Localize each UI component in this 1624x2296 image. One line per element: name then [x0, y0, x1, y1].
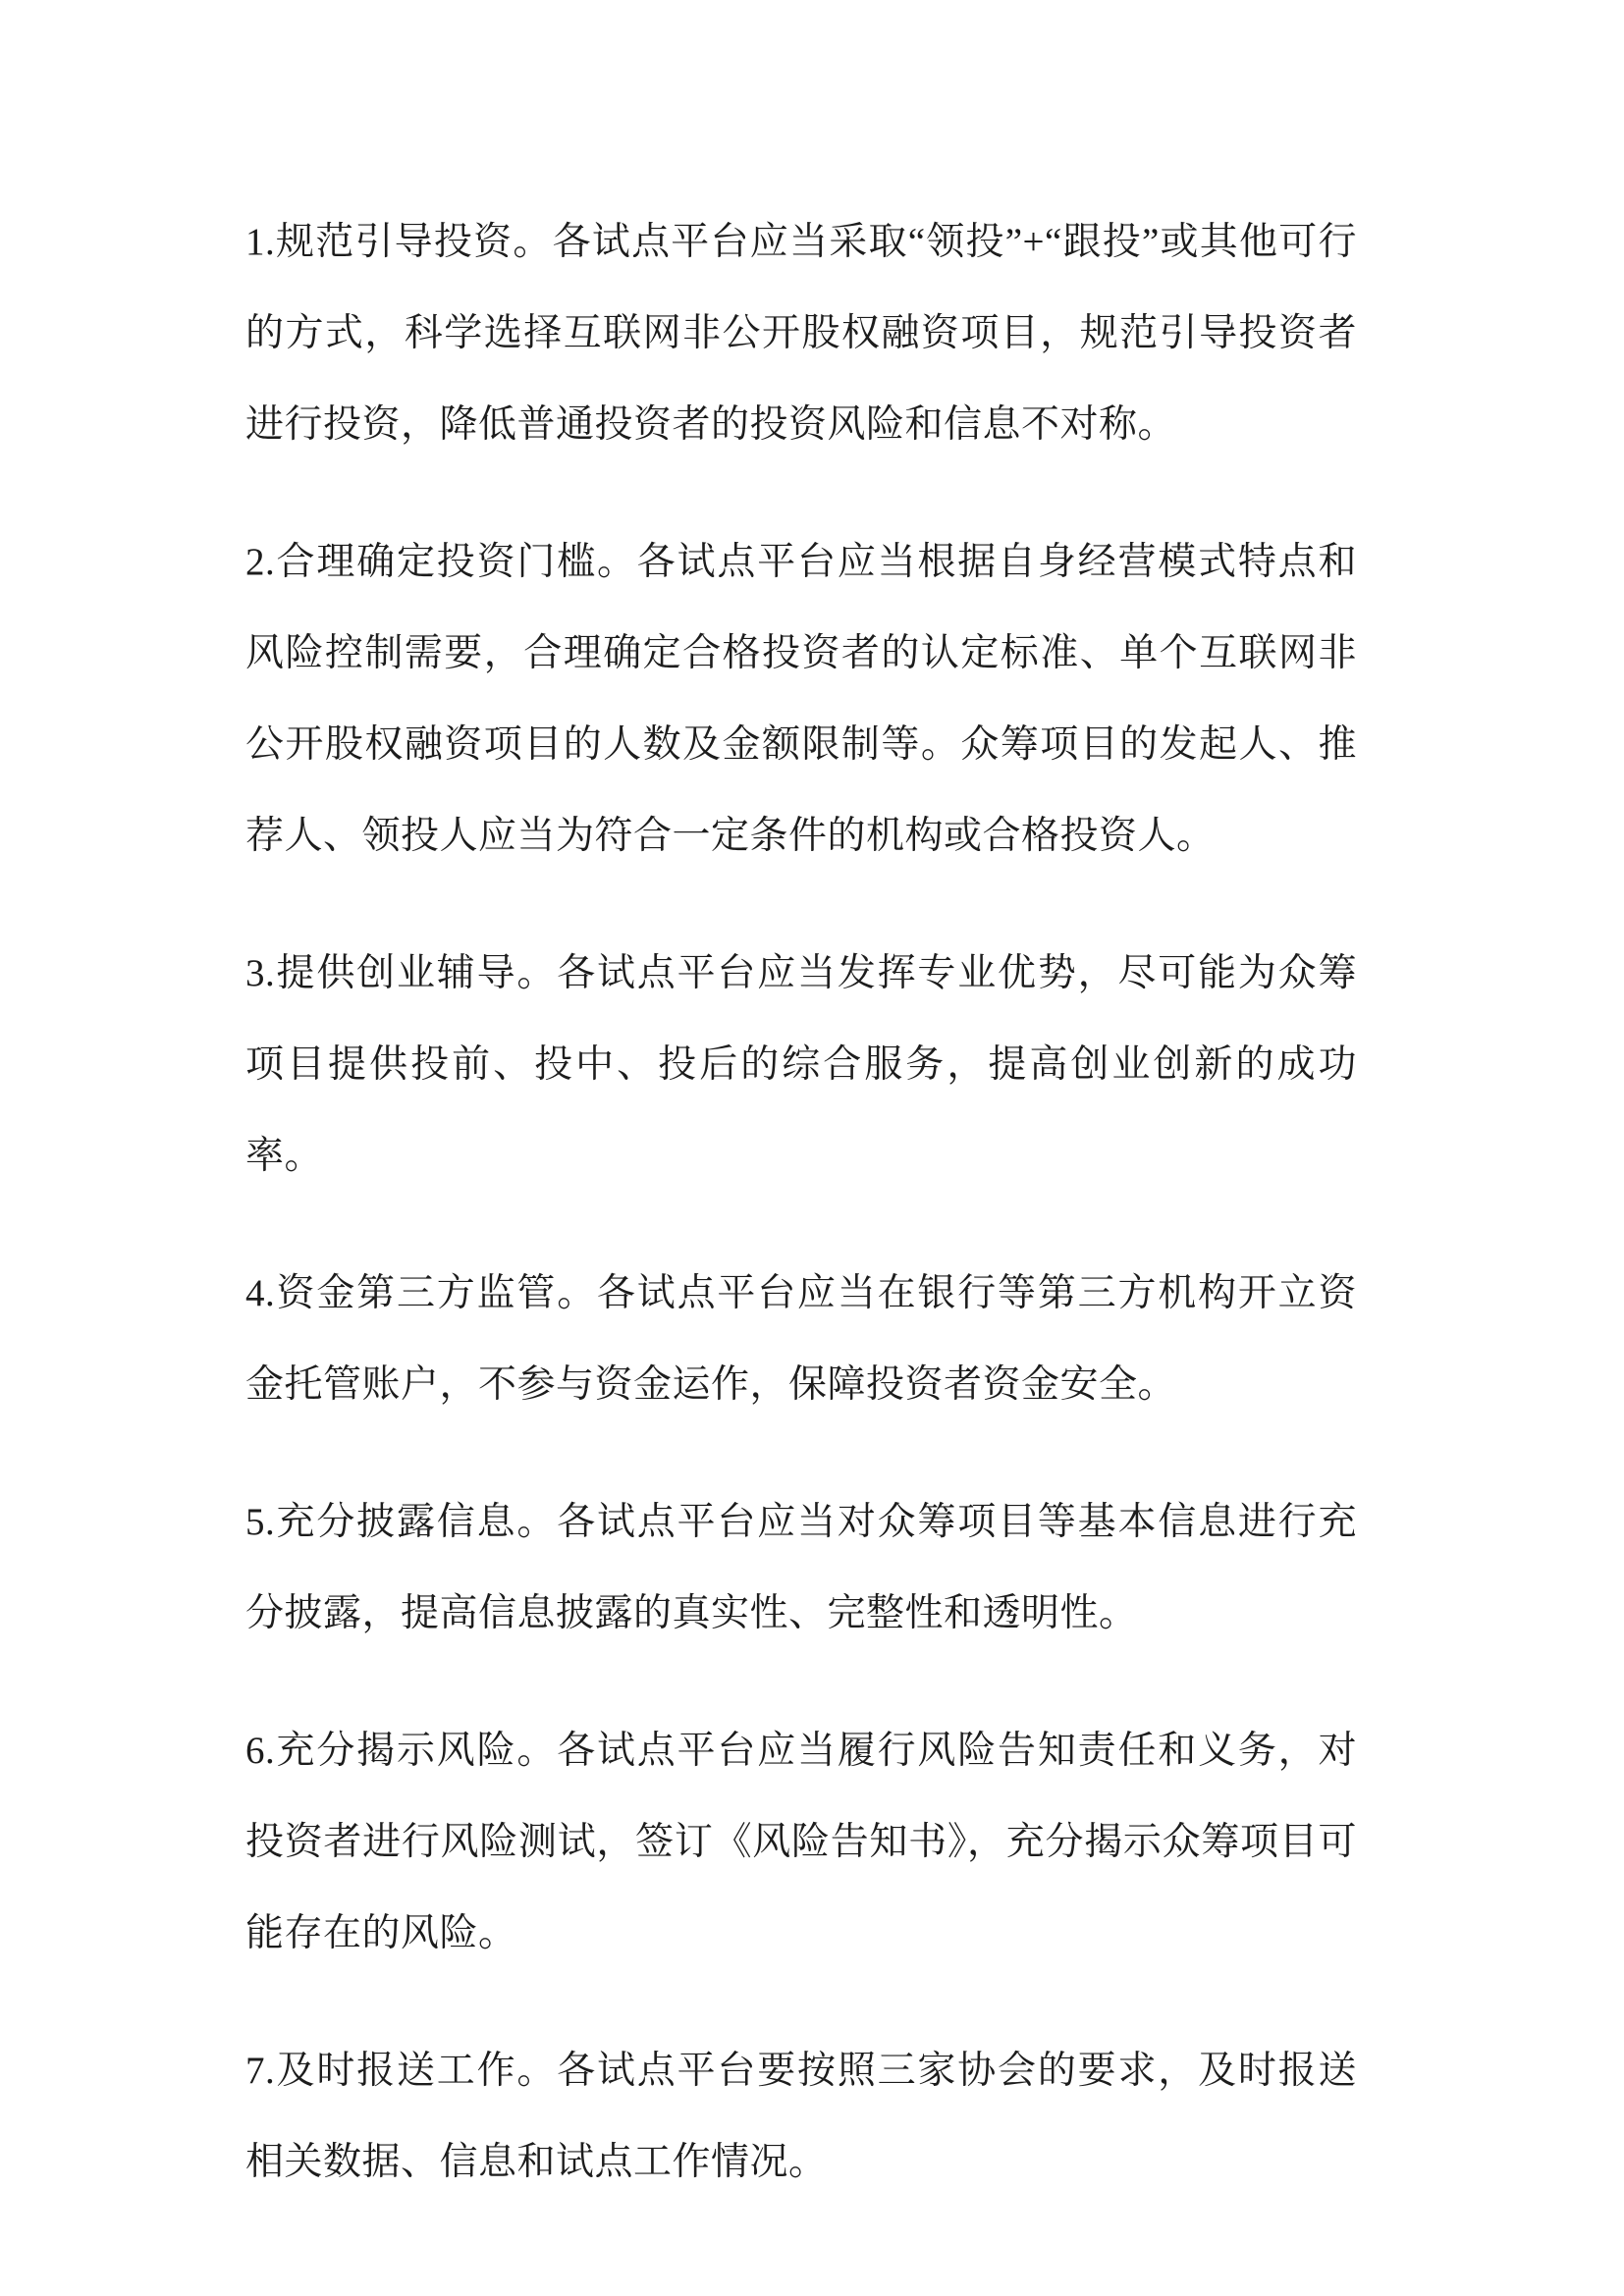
- paragraph-2: 2.合理确定投资门槛。各试点平台应当根据自身经营模式特点和风险控制需要，合理确定合格投资者的认定标准、单个互联网非公开股权融资项目的人数及金额限制等。众筹项目的发起人、推荐人、领投人应当为符合一定条件的机构或合格投资人。: [245, 541, 1357, 857]
- paragraph-3: 3.提供创业辅导。各试点平台应当发挥专业优势，尽可能为众筹项目提供投前、投中、投后的综合服务，提高创业创新的成功率。: [245, 952, 1357, 1177]
- paragraph-4: 4.资金第三方监管。各试点平台应当在银行等第三方机构开立资金托管账户，不参与资金运作，保障投资者资金安全。: [245, 1272, 1357, 1406]
- paragraph-1: 1.规范引导投资。各试点平台应当采取“领投”+“跟投”或其他可行的方式，科学选择互联网非公开股权融资项目，规范引导投资者进行投资，降低普通投资者的投资风险和信息不对称。: [245, 221, 1357, 446]
- paragraph-7: 7.及时报送工作。各试点平台要按照三家协会的要求，及时报送相关数据、信息和试点工作情况。: [245, 2050, 1357, 2183]
- document-body: [245, 196, 1357, 2208]
- paragraph-5: 5.充分披露信息。各试点平台应当对众筹项目等基本信息进行充分披露，提高信息披露的真实性、完整性和透明性。: [245, 1501, 1357, 1634]
- paragraph-6: 6.充分揭示风险。各试点平台应当履行风险告知责任和义务，对投资者进行风险测试，签订《风险告知书》，充分揭示众筹项目可能存在的风险。: [245, 1730, 1357, 1954]
